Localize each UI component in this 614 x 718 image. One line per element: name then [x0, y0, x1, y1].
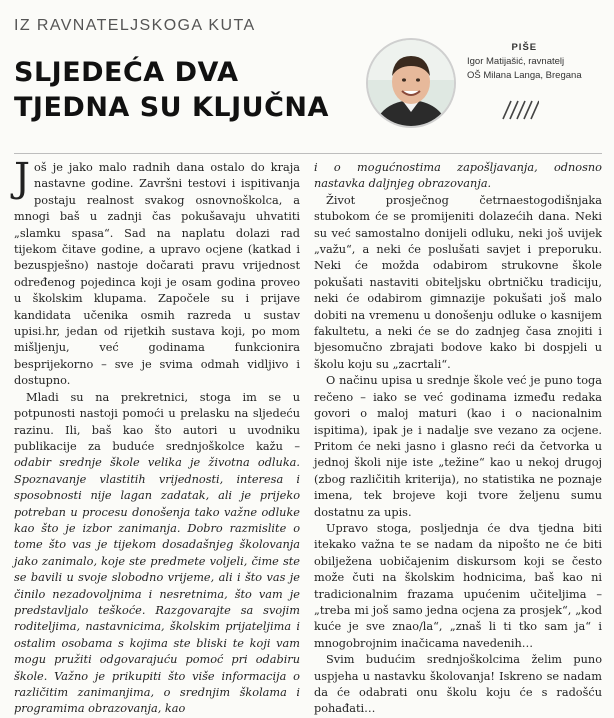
author-portrait [366, 38, 456, 128]
headline-line-2: TJEDNA SU KLJUČNA [14, 92, 329, 123]
headline-line-1: SLJEDEĆA DVA [14, 57, 239, 88]
portrait-illustration [368, 40, 454, 126]
byline-author: Igor Matijašić, ravnatelj [467, 56, 565, 67]
paragraph-2 [14, 390, 300, 718]
byline-school: OŠ Milana Langa, Bregana [467, 70, 582, 81]
byline [467, 41, 582, 83]
paragraph-6: Svim budućim srednjoškolcima želim puno uspjeha u nastavku školovanja! Iskreno se nadam da će odabrati onu školu koju će s radošću pohađati… [314, 653, 602, 716]
article-headline [14, 55, 329, 125]
paragraph-3: Život prosječnog četrnaestogodišnjaka stubokom će se promijeniti dolazećih dana. Neki su već samostalno donijeli odluku, neki još uvijek „važu“, a neki će poslušati savjet i preporuku. Neki će možda odabirom strukovne škole pokušati nastaviti obiteljsku obrtničku tradiciju, neki će odabirom gimnazije pokušati još malo dobiti na vremenu u donošenju odluke o kasnijem fakultetu, a neki će se do zadnjeg časa znojiti i bjesomučno zbrajati bodove kako bi dospjeli u školu koju su „zacrtali“. [314, 193, 602, 371]
drop-cap: J [14, 155, 31, 201]
header-divider [14, 153, 602, 154]
paragraph-4: O načinu upisa u srednje škole već je puno toga rečeno – iako se već godinama između redaka govori o maloj maturi (kao i o nacionalnim ispitima), ipak je i nadalje sve vezano za ocjene. Pritom će neki jasno i glasno reći da četvorka u jednoj školi nije iste „težine“ kao u nekoj drugoj (zbog različitih kriterija), no statistika ne poznaje imena, tek brojeve koji tvore željenu sumu dostatnu za upis. [314, 374, 602, 519]
paragraph-1 [14, 155, 300, 390]
article-column-left [14, 155, 300, 718]
paragraph-2-continued [314, 160, 602, 193]
byline-label: PIŠE [511, 42, 538, 53]
slashes-icon [497, 99, 539, 125]
article-column-right [314, 160, 602, 718]
paragraph-5: Upravo stoga, posljednja će dva tjedna biti itekako važna te se nadam da nipošto ne će biti obilježena uobičajenim diskursom koji se često može čuti na školskim hodnicima, baš kao ni tradicionalnim frazama upućenim učiteljima – „treba mi još samo jedna ocjena za prosjek“, „kod kuće je sve znao/la“, „znaš li ti tko sam ja“ i mnogobrojnim inačicama navedenih… [314, 521, 602, 650]
paragraph-1-text: oš je jako malo radnih dana ostalo do kraja nastavne godine. Završni testovi i ispitivanja postaju realnost svakog osnovnoškolca, a mnogi baš u zadnji čas pokušavaju uhvatiti „slamku spasa“. Sad na naplatu dolazi rad tijekom čitave godine, a upravo ocjene (katkad i bezuspješno) nastoje dočarati pravu vrijednost određenog pojedinca koji je osam godina proveo u školskim klupama. Započele su i prijave kandidata učenika osmih razreda u sustav upisi.hr, jedan od rijetkih sustava koji, po mom mišljenju, već godinama funkcionira besprijekorno – sve je svima odmah vidljivo i dostupno. [14, 161, 300, 388]
paragraph-2-quote-end: i o mogućnostima zapošljavanja, odnosno nastavka daljnjeg obrazovanja. [314, 161, 602, 191]
paragraph-2-text: Mladi su na prekretnici, stoga im se u potpunosti nastoji pomoći u prelasku na sljedeću razinu. Ili, baš kao što autori u uvodniku publikacije za buduće srednjoškolce kažu – [14, 390, 300, 453]
section-kicker: IZ RAVNATELJSKOGA KUTA [14, 17, 256, 34]
paragraph-2-quote: odabir srednje škole velika je životna odluka. Spoznavanje vlastitih vrijednosti, interesa i sposobnosti nije lagan zadatak, ali je prijeko potreban u procesu donošenja tako važne odluke kao što je izbor zanimanja. Dobro razmislite o tome što vas je tijekom dosadašnjeg školovanja jako zanimalo, koje ste predmete voljeli, čime ste se bavili u svoje slobodno vrijeme, ali i što vas je činilo nezadovoljnima i nesretnima, što vam je predstavljalo teškoće. Razgovarajte sa svojim roditeljima, nastavnicima, školskim prijateljima i ostalim osobama s kojima ste bliski te koji vam mogu pružiti odgovarajuću pomoć pri odabiru škole. Važno je prikupiti što više informacija o različitim zanimanjima, o srednjim školama i programima obrazovanja, kao [14, 456, 300, 716]
